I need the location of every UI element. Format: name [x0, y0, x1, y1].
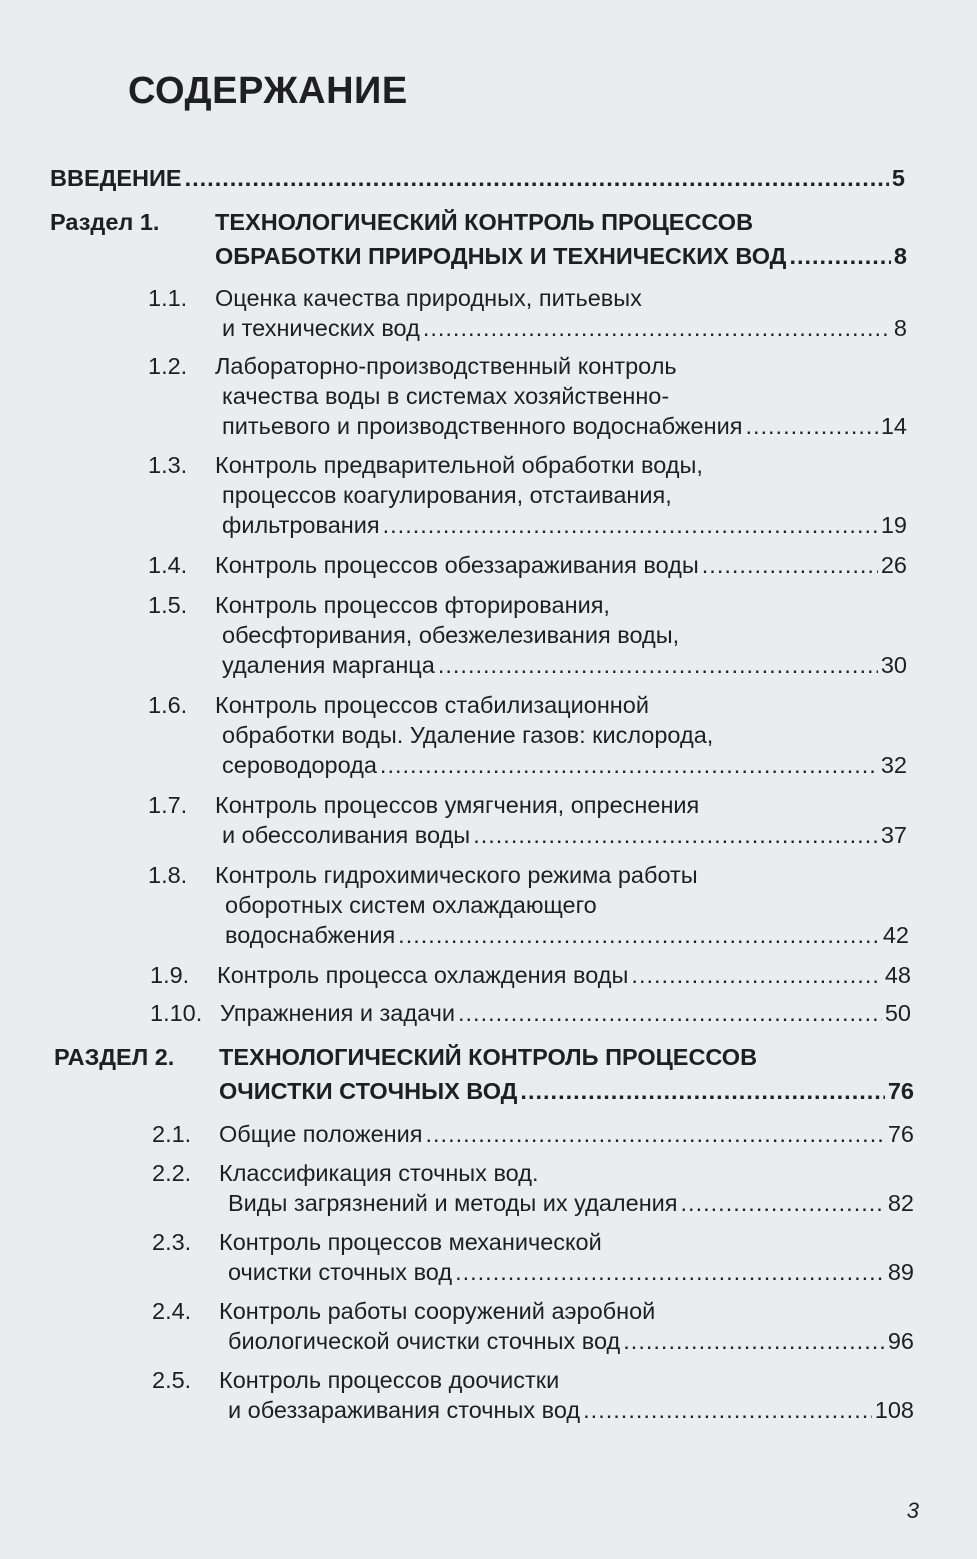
toc-item-line: оборотных систем охлаждающего	[225, 892, 597, 918]
toc-item-line: Контроль процессов умягчения, опреснения	[215, 792, 700, 818]
toc-item-page: 14	[880, 413, 907, 439]
leader-dots	[458, 1000, 882, 1027]
section-1-page: 8	[893, 243, 907, 269]
toc-item-number: 1.7.	[148, 792, 188, 818]
toc-item-line: Контроль гидрохимического режима работы	[215, 862, 698, 888]
toc-item-line: Оценка качества природных, питьевых	[215, 285, 642, 311]
section-2-title-line: ТЕХНОЛОГИЧЕСКИЙ КОНТРОЛЬ ПРОЦЕССОВ	[219, 1044, 758, 1070]
toc-item-line: Общие положения ..... 76	[219, 1121, 914, 1148]
toc-item-number: 2.2.	[152, 1160, 192, 1186]
leader-dots	[438, 652, 878, 679]
toc-item-number: 1.5.	[148, 592, 188, 618]
section-2-page: 76	[887, 1078, 914, 1104]
toc-item-line: водоснабжения ..... 42	[225, 922, 909, 949]
toc-item-page: 76	[887, 1121, 914, 1147]
leader-dots	[425, 1121, 884, 1148]
toc-item-line: и обеззараживания сточных вод ..... 108	[228, 1397, 914, 1424]
toc-item-number: 1.2.	[148, 353, 188, 379]
toc-item-page: 96	[887, 1328, 914, 1354]
intro-title: ВВЕДЕНИЕ	[50, 165, 182, 191]
toc-item-page: 50	[884, 1000, 911, 1026]
toc-item-line: Лабораторно-производственный контроль	[215, 353, 677, 379]
section-2-title-line: ОЧИСТКИ СТОЧНЫХ ВОД ..... 76	[219, 1078, 914, 1105]
toc-item-line: фильтрования ..... 19	[222, 512, 907, 539]
toc-item-line: обработки воды. Удаление газов: кислорода,	[222, 722, 714, 748]
toc-item-line: и обессоливания воды ..... 37	[222, 822, 907, 849]
toc-item-page: 32	[880, 752, 907, 778]
toc-item-line: биологической очистки сточных вод ..... 96	[228, 1328, 914, 1355]
section-2-label: РАЗДЕЛ 2.	[54, 1044, 175, 1070]
toc-item-line: и технических вод ..... 8	[222, 315, 907, 342]
toc-item-line: обесфторивания, обезжелезивания воды,	[222, 622, 680, 648]
toc-item-number: 2.3.	[152, 1229, 192, 1255]
toc-item-line: Контроль процессов механической	[219, 1229, 602, 1255]
leader-dots	[789, 243, 890, 270]
toc-item-line: Контроль процессов доочистки	[219, 1367, 560, 1393]
toc-item-line: качества воды в системах хозяйственно-	[222, 383, 670, 409]
leader-dots	[423, 315, 891, 342]
leader-dots	[455, 1259, 885, 1286]
toc-item-line: Виды загрязнений и методы их удаления ..... 82	[228, 1190, 914, 1217]
toc-item-number: 1.8.	[148, 862, 188, 888]
toc-item-line: питьевого и производственного водоснабжения ..... 14	[222, 413, 907, 440]
toc-item-page: 26	[880, 552, 907, 578]
toc-item-page: 42	[882, 922, 909, 948]
toc-item-number: 1.10.	[150, 1000, 203, 1026]
section-1-title-line: ТЕХНОЛОГИЧЕСКИЙ КОНТРОЛЬ ПРОЦЕССОВ	[215, 209, 754, 235]
toc-item-line: Контроль работы сооружений аэробной	[219, 1298, 656, 1324]
leader-dots	[631, 962, 881, 989]
toc-item-page: 8	[893, 315, 907, 341]
toc-item-number: 2.1.	[152, 1121, 192, 1147]
toc-item-line: процессов коагулирования, отстаивания,	[222, 482, 672, 508]
toc-item-line: удаления марганца ..... 30	[222, 652, 907, 679]
leader-dots	[473, 822, 878, 849]
toc-item-page: 82	[887, 1190, 914, 1216]
toc-item-page: 19	[880, 512, 907, 538]
leader-dots	[383, 512, 878, 539]
leader-dots	[520, 1078, 884, 1105]
toc-item-page: 37	[880, 822, 907, 848]
toc-item-number: 1.6.	[148, 692, 188, 718]
toc-item-line: Классификация сточных вод.	[219, 1160, 539, 1186]
toc-item-number: 1.4.	[148, 552, 188, 578]
toc-item-page: 89	[887, 1259, 914, 1285]
leader-dots	[745, 413, 877, 440]
toc-item-number: 1.1.	[148, 285, 188, 311]
toc-item-line: сероводорода ..... 32	[222, 752, 907, 779]
toc-item-number: 1.9.	[150, 962, 190, 988]
leader-dots	[380, 752, 878, 779]
toc-item-line: Контроль процессов фторирования,	[215, 592, 610, 618]
leader-dots	[185, 165, 889, 192]
toc-item-page: 30	[880, 652, 907, 678]
toc-item-line: Контроль процесса охлаждения воды ..... 48	[217, 962, 911, 989]
toc-item-number: 2.4.	[152, 1298, 192, 1324]
toc-item-line: Упражнения и задачи ..... 50	[220, 1000, 911, 1027]
leader-dots	[398, 922, 880, 949]
leader-dots	[681, 1190, 885, 1217]
section-1-label: Раздел 1.	[50, 209, 160, 235]
leader-dots	[623, 1328, 885, 1355]
toc-item-page: 48	[884, 962, 911, 988]
leader-dots	[583, 1397, 872, 1424]
toc-item-line: Контроль предварительной обработки воды,	[215, 452, 703, 478]
toc-item-number: 2.5.	[152, 1367, 192, 1393]
section-1-title-line: ОБРАБОТКИ ПРИРОДНЫХ И ТЕХНИЧЕСКИХ ВОД ..... 8	[215, 243, 907, 270]
intro-page: 5	[891, 165, 905, 191]
page-number: 3	[906, 1498, 919, 1523]
leader-dots	[702, 552, 878, 579]
toc-item-page: 108	[874, 1397, 914, 1423]
toc-item-line: Контроль процессов обеззараживания воды ..... 26	[215, 552, 907, 579]
toc-item-line: Контроль процессов стабилизационной	[215, 692, 649, 718]
toc-intro	[50, 165, 905, 192]
toc-item-line: очистки сточных вод ..... 89	[228, 1259, 914, 1286]
page-title: СОДЕРЖАНИЕ	[128, 70, 408, 112]
toc-item-number: 1.3.	[148, 452, 188, 478]
